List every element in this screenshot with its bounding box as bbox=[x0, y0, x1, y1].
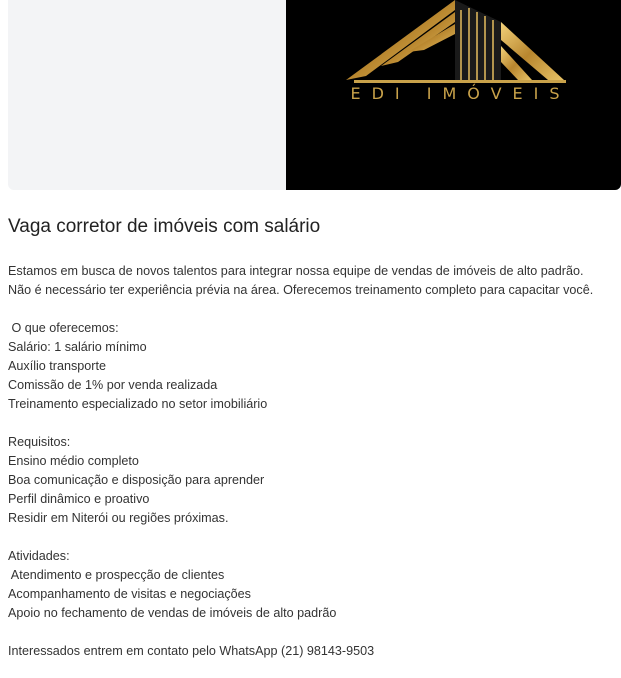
activities-heading: Atividades: bbox=[8, 549, 70, 563]
listing-image-gallery[interactable] bbox=[8, 0, 621, 190]
listing-description bbox=[8, 262, 613, 661]
building-logo-icon bbox=[286, 0, 621, 84]
brand-name: EDI IMÓVEIS bbox=[350, 84, 571, 103]
contact-text: Interessados entrem em contato pelo WhatsApp (21) 98143-9503 bbox=[8, 644, 375, 658]
intro-line: Não é necessário ter experiência prévia na área. Oferecemos treinamento completo para capacitar você. bbox=[8, 283, 594, 297]
offer-item: Auxílio transporte bbox=[8, 359, 107, 373]
offers-heading: O que oferecemos: bbox=[8, 321, 119, 335]
intro-line: Estamos em busca de novos talentos para integrar nossa equipe de vendas de imóveis de alto padrão. bbox=[8, 264, 584, 278]
requirements-heading: Requisitos: bbox=[8, 435, 71, 449]
activity-item: Acompanhamento de visitas e negociações bbox=[8, 587, 251, 601]
requirement-item: Residir em Niterói ou regiões próximas. bbox=[8, 511, 229, 525]
offer-item: Salário: 1 salário mínimo bbox=[8, 340, 147, 354]
offer-item: Treinamento especializado no setor imobiliário bbox=[8, 397, 268, 411]
offer-item: Comissão de 1% por venda realizada bbox=[8, 378, 218, 392]
requirement-item: Ensino médio completo bbox=[8, 454, 139, 468]
activity-item: Atendimento e prospecção de clientes bbox=[8, 568, 225, 582]
activity-item: Apoio no fechamento de vendas de imóveis de alto padrão bbox=[8, 606, 337, 620]
company-logo-image bbox=[286, 0, 621, 190]
listing-title: Vaga corretor de imóveis com salário bbox=[8, 216, 321, 237]
requirement-item: Boa comunicação e disposição para aprender bbox=[8, 473, 265, 487]
requirement-item: Perfil dinâmico e proativo bbox=[8, 492, 150, 506]
